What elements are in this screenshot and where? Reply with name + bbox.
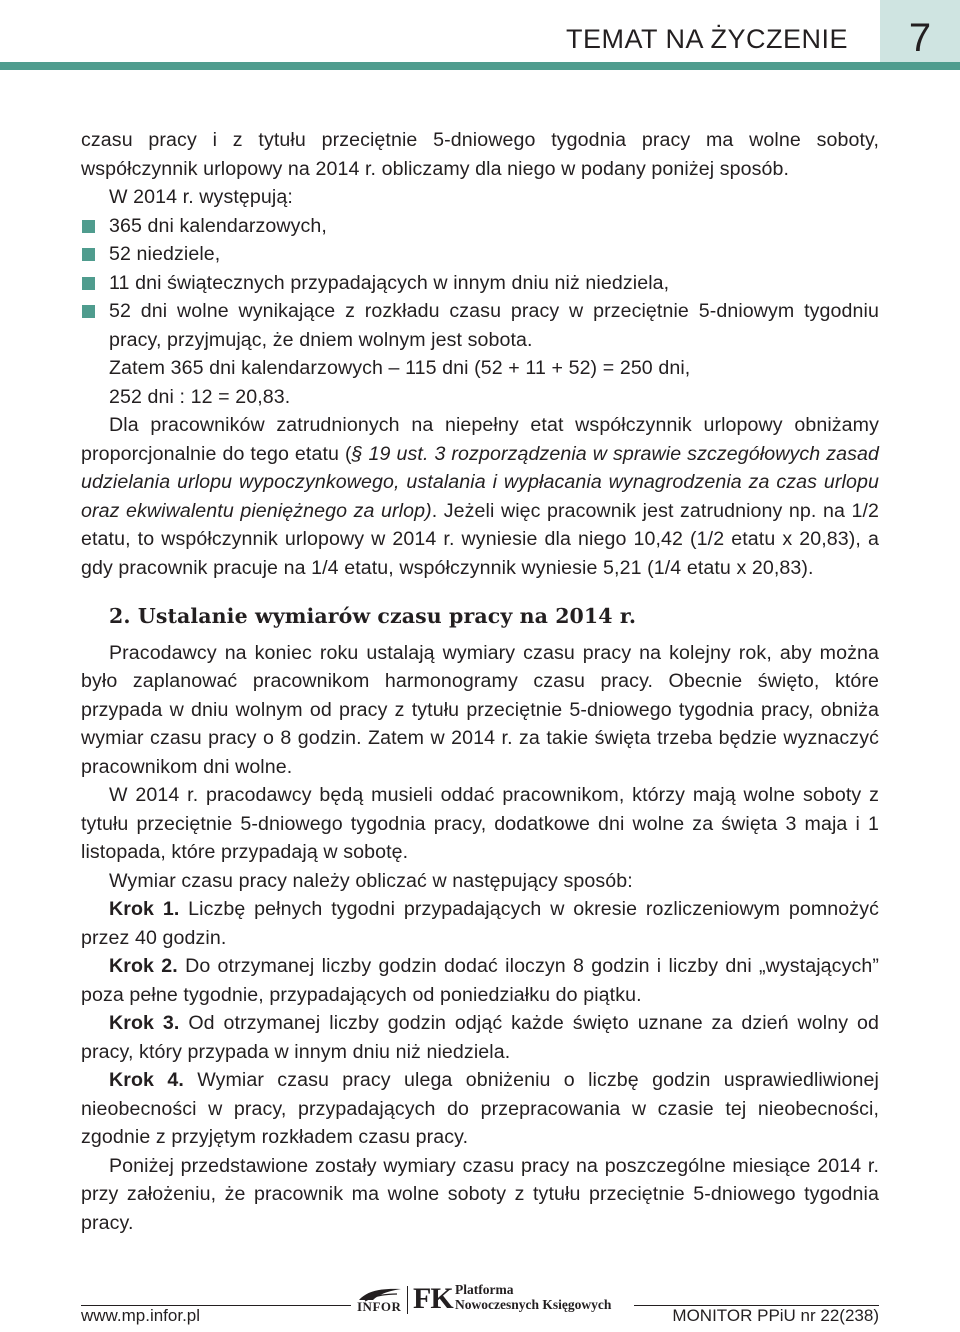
footer-url[interactable]: www.mp.infor.pl [81, 1306, 201, 1325]
logo-line-1: Platforma [455, 1282, 514, 1297]
step-label: Krok 3. [109, 1012, 180, 1034]
section-title: TEMAT NA ŻYCZENIE [565, 24, 848, 54]
logo-fk: FK [413, 1282, 453, 1315]
step-label: Krok 4. [109, 1069, 184, 1091]
logo-infor: INFOR [357, 1299, 402, 1314]
header-rule [0, 62, 960, 70]
paragraph-intro: czasu pracy i z tytułu przeciętnie 5-dniowego tygodnia pracy ma wolne soboty, współczynnik urlopowy na 2014 r. obliczamy dla niego w podany poniżej sposób. [81, 129, 879, 180]
square-bullet-icon [82, 220, 95, 233]
paragraph-2014-holidays: W 2014 r. pracodawcy będą musieli oddać pracownikom, którzy mają wolne soboty z tytułu przeciętnie 5-dniowego tygodnia pracy, dodatkowe dni wolne za święta 3 maja i 1 listopada, które przypadają w sobotę. [81, 784, 879, 863]
regulation-citation: § 19 ust. 3 rozporządzenia w sprawie szczegółowych zasad udzielania urlopu wypoczynkowego, ustalania i wypłacania wynagrodzenia za czas urlopu oraz ekwiwalentu pieniężnego za urlop) [81, 442, 880, 522]
step-label: Krok 2. [109, 955, 178, 977]
logo-divider [407, 1286, 408, 1314]
platforma-logo [357, 1282, 627, 1316]
logo-line-2: Nowoczesnych Księgowych [455, 1297, 612, 1312]
list-item: 11 dni świątecznych przypadających w innym dniu niż niedziela, [81, 269, 879, 298]
square-bullet-icon [82, 305, 95, 318]
paragraph-days-intro: W 2014 r. występują: [109, 186, 293, 208]
page-number-box [880, 0, 960, 62]
days-list [81, 212, 879, 355]
footer-issue: MONITOR PPiU nr 22(238) [672, 1306, 879, 1325]
square-bullet-icon [82, 248, 95, 261]
paragraph-part-time: Dla pracowników zatrudnionych na niepełny etat współczynnik urlopowy obniżamy proporcjonalnie do tego etatu (§ 19 ust. 3 rozporządzenia w sprawie szczegółowych zasad udzielania urlopu wypoczynkowego, ustalania i wypłacania wynagrodzenia za czas urlopu oraz ekwiwalentu pieniężnego za urlop). Jeżeli więc pracownik jest zatrudniony np. na 1/2 etatu, to współczynnik urlopowy w 2014 r. wyniesie dla niego 10,42 (1/2 etatu x 20,83), a gdy pracownik pracuje na 1/4 etatu, współczynnik wyniesie 5,21 (1/4 etatu x 20,83). [81, 414, 880, 579]
calculation-line-1: Zatem 365 dni kalendarzowych – 115 dni (52 + 11 + 52) = 250 dni, [109, 357, 691, 379]
list-item: 365 dni kalendarzowych, [81, 212, 879, 241]
square-bullet-icon [82, 277, 95, 290]
step-1: Krok 1. Liczbę pełnych tygodni przypadających w okresie rozliczeniowym pomnożyć przez 40 godzin. [81, 898, 879, 949]
calculation-line-2: 252 dni : 12 = 20,83. [109, 385, 291, 408]
list-item: 52 niedziele, [81, 240, 879, 269]
article-body [81, 126, 879, 1237]
step-2: Krok 2. Do otrzymanej liczby godzin dodać iloczyn 8 godzin i liczby dni „wystających” poza pełne tygodnie, przypadających od poniedziałku do piątku. [81, 955, 879, 1006]
paragraph-employers: Pracodawcy na koniec roku ustalają wymiary czasu pracy na kolejny rok, aby można było zaplanować pracownikom harmonogramy czasu pracy. Obecnie święto, które przypada w dniu wolnym od pracy z tytułu przeciętnie 5-dniowego tygodnia pracy, obniża wymiar czasu pracy o 8 godzin. Zatem w 2014 r. za takie święta trzeba będzie wyznaczyć pracownikom dni wolne. [81, 641, 879, 778]
step-3: Krok 3. Od otrzymanej liczby godzin odjąć każde święto uznane za dzień wolny od pracy, który przypada w innym dniu niż niedziela. [81, 1012, 879, 1063]
list-item: 52 dni wolne wynikające z rozkładu czasu pracy w przeciętnie 5-dniowym tygodniu pracy, przyjmując, że dniem wolnym jest sobota. [81, 297, 879, 354]
section-heading: 2. Ustalanie wymiarów czasu pracy na 2014 r. [109, 604, 637, 628]
step-label: Krok 1. [109, 898, 180, 920]
page-number: 7 [908, 16, 932, 60]
step-4: Krok 4. Wymiar czasu pracy ulega obniżeniu o liczbę godzin usprawiedliwionej nieobecności w pracy, przypadających do przepracowania w czasie tej nieobecności, zgodnie z przyjętym rozkładem czasu pracy. [81, 1069, 879, 1148]
paragraph-method: Wymiar czasu pracy należy obliczać w następujący sposób: [109, 869, 633, 892]
paragraph-closing: Poniżej przedstawione zostały wymiary czasu pracy na poszczególne miesiące 2014 r. przy założeniu, że pracownik ma wolne soboty z tytułu przeciętnie 5-dniowego tygodnia pracy. [81, 1154, 879, 1234]
